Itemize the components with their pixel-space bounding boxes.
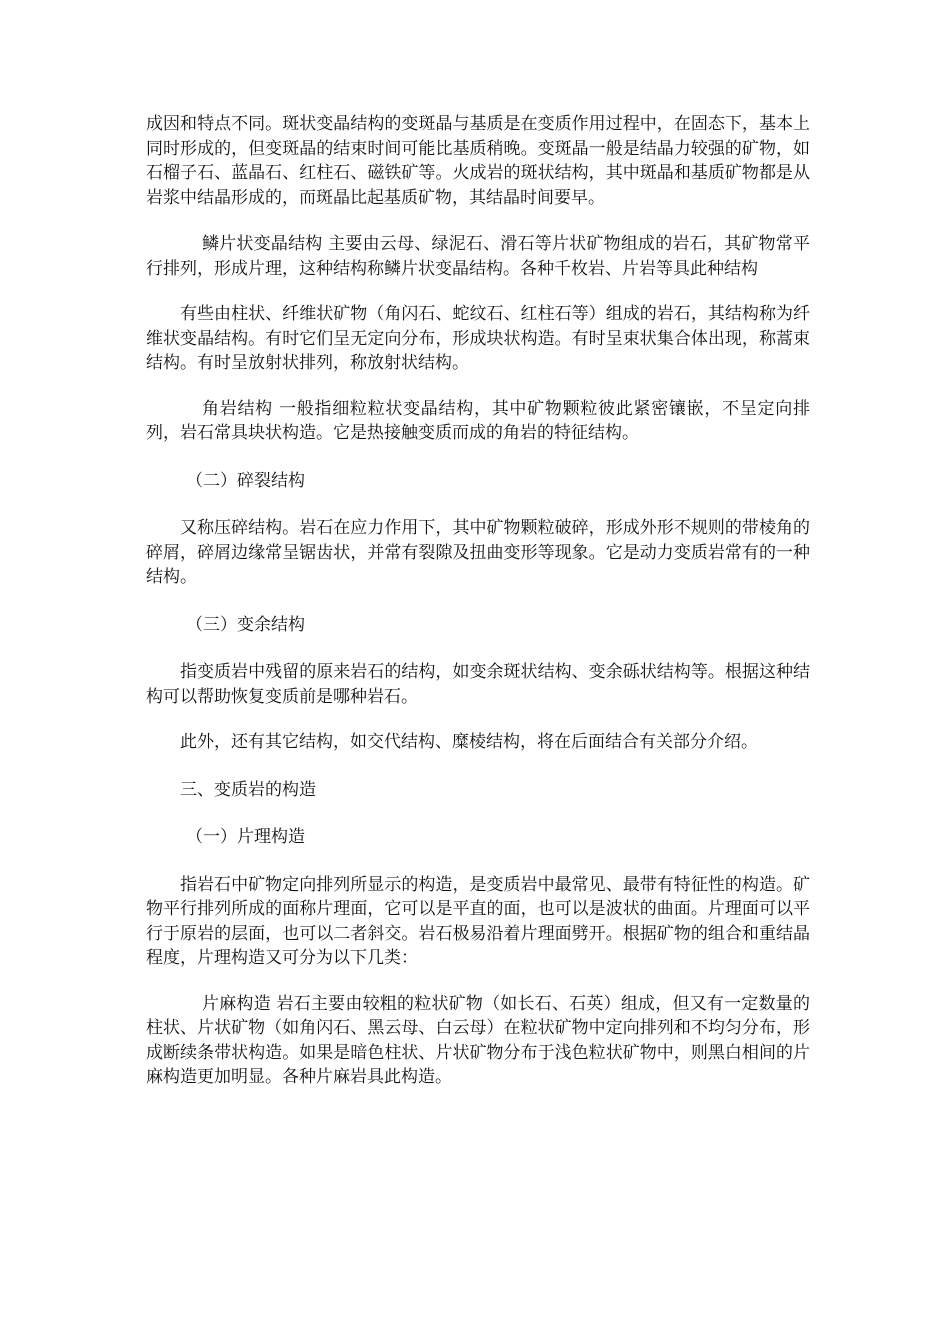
section-heading-relict: （三）变余结构 bbox=[186, 614, 305, 635]
chapter-heading-structures: 三、变质岩的构造 bbox=[180, 779, 316, 800]
paragraph-hornfels-texture: 角岩结构 一般指细粒粒状变晶结构，其中矿物颗粒彼此紧密镶嵌，不呈定向排列，岩石常具块状构造。它是热接触变质而成的角岩的特征结构。 bbox=[146, 398, 810, 443]
paragraph-nematoblastic: 有些由柱状、纤维状矿物（角闪石、蛇纹石、红柱石等）组成的岩石，其结构称为纤维状变晶结构。有时它们呈无定向分布，形成块状构造。有时呈束状集合体出现，称蒿束结构。有时呈放射状排列，称放射状结构。 bbox=[146, 304, 810, 373]
document-body bbox=[146, 112, 810, 1090]
paragraph-porphyroblastic-continued: 成因和特点不同。斑状变晶结构的变斑晶与基质是在变质作用过程中，在固态下，基本上同时形成的，但变斑晶的结束时间可能比基质稍晚。变斑晶一般是结晶力较强的矿物，如石榴子石、蓝晶石、红柱石、磁铁矿等。火成岩的斑状结构，其中斑晶和基质矿物都是从岩浆中结晶形成的，而斑晶比起基质矿物，其结晶时间要早。 bbox=[146, 114, 810, 208]
paragraph-gneissic-structure: 片麻构造 岩石主要由较粗的粒状矿物（如长石、石英）组成，但又有一定数量的柱状、片状矿物（如角闪石、黑云母、白云母）在粒状矿物中定向排列和不均匀分布，形成断续条带状构造。如果是暗色柱状、片状矿物分布于浅色粒状矿物中，则黑白相间的片麻构造更加明显。各种片麻岩具此构造。 bbox=[146, 993, 810, 1087]
section-heading-cataclastic: （二）碎裂结构 bbox=[186, 470, 305, 491]
paragraph-relict: 指变质岩中残留的原来岩石的结构，如变余斑状结构、变余砾状结构等。根据这种结构可以帮助恢复变质前是哪种岩石。 bbox=[146, 662, 810, 707]
paragraph-cataclastic: 又称压碎结构。岩石在应力作用下，其中矿物颗粒破碎，形成外形不规则的带棱角的碎屑，碎屑边缘常呈锯齿状，并常有裂隙及扭曲变形等现象。它是动力变质岩常有的一种结构。 bbox=[146, 518, 810, 587]
paragraph-lepidoblastic: 鳞片状变晶结构 主要由云母、绿泥石、滑石等片状矿物组成的岩石，其矿物常平行排列，形成片理，这种结构称鳞片状变晶结构。各种千枚岩、片岩等具此种结构 bbox=[146, 234, 810, 279]
paragraph-other-textures: 此外，还有其它结构，如交代结构、糜棱结构，将在后面结合有关部分介绍。 bbox=[180, 732, 758, 752]
paragraph-schistosity: 指岩石中矿物定向排列所显示的构造，是变质岩中最常见、最带有特征性的构造。矿物平行排列所成的面称片理面，它可以是平直的面，也可以是波状的曲面。片理面可以平行于原岩的层面，也可以二者斜交。岩石极易沿着片理面劈开。根据矿物的组合和重结晶程度，片理构造又可分为以下几类： bbox=[146, 874, 810, 968]
section-heading-schistosity: （一）片理构造 bbox=[186, 827, 305, 847]
